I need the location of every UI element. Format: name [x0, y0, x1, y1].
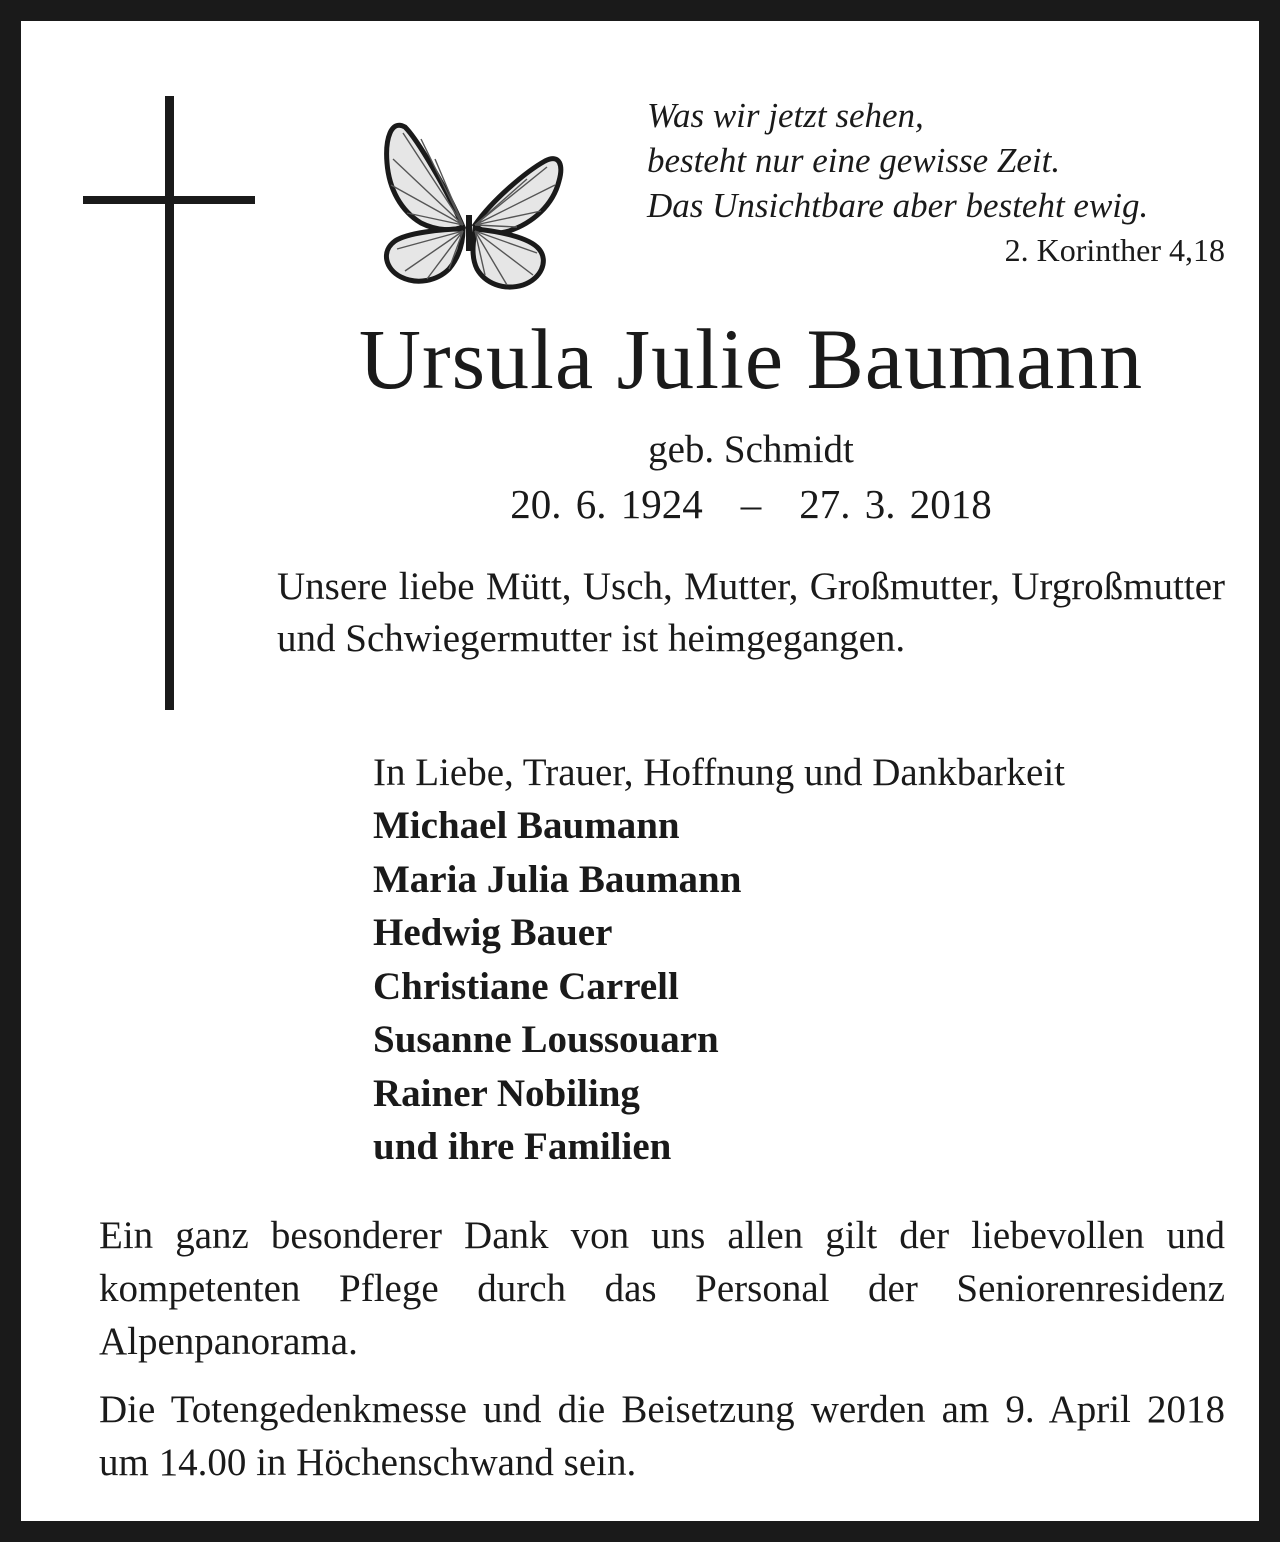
mourner-name: und ihre Familien	[373, 1125, 672, 1168]
quote-line: Was wir jetzt sehen,	[647, 96, 924, 135]
mourners-block	[373, 747, 1233, 1174]
mourner-name: Hedwig Bauer	[373, 911, 613, 954]
deceased-name: Ursula Julie Baumann	[358, 311, 1144, 407]
mourner-name: Maria Julia Baumann	[373, 857, 742, 901]
thanks-text: Ein ganz besonderer Dank von uns allen gilt der liebevollen und kompetenten Pflege durch das Personal der Seniorenresidenz Alpenpanorama.	[99, 1214, 1225, 1363]
funeral-info: Die Totengedenkmesse und die Beisetzung werden am 9. April 2018 um 14.00 in Höchenschwand sein.	[99, 1388, 1225, 1484]
intro-text: Unsere liebe Mütt, Usch, Mutter, Großmutter, Urgroßmutter und Schwiegermutter ist heimgegangen.	[277, 565, 1225, 660]
birth-name: geb. Schmidt	[648, 428, 854, 471]
life-dates	[277, 477, 1225, 531]
mourner-name: Michael Baumann	[373, 804, 680, 847]
quote-line: Das Unsichtbare aber besteht ewig.	[647, 186, 1149, 225]
mourner-name: Susanne Loussouarn	[373, 1018, 719, 1061]
birth-date: 20. 6. 1924	[510, 481, 703, 527]
mourner-name: Rainer Nobiling	[373, 1071, 640, 1115]
cross-vertical-bar	[165, 96, 174, 710]
quote-reference: 2. Korinther 4,18	[1004, 232, 1225, 268]
butterfly-icon	[377, 119, 567, 295]
cross-horizontal-bar	[83, 196, 255, 204]
mourners-greeting: In Liebe, Trauer, Hoffnung und Dankbarkeit	[373, 751, 1065, 794]
bible-quote	[581, 93, 1225, 272]
date-separator: –	[740, 481, 762, 527]
death-date: 27. 3. 2018	[799, 481, 992, 527]
quote-line: besteht nur eine gewisse Zeit.	[647, 141, 1061, 180]
mourner-name: Christiane Carrell	[373, 964, 679, 1008]
